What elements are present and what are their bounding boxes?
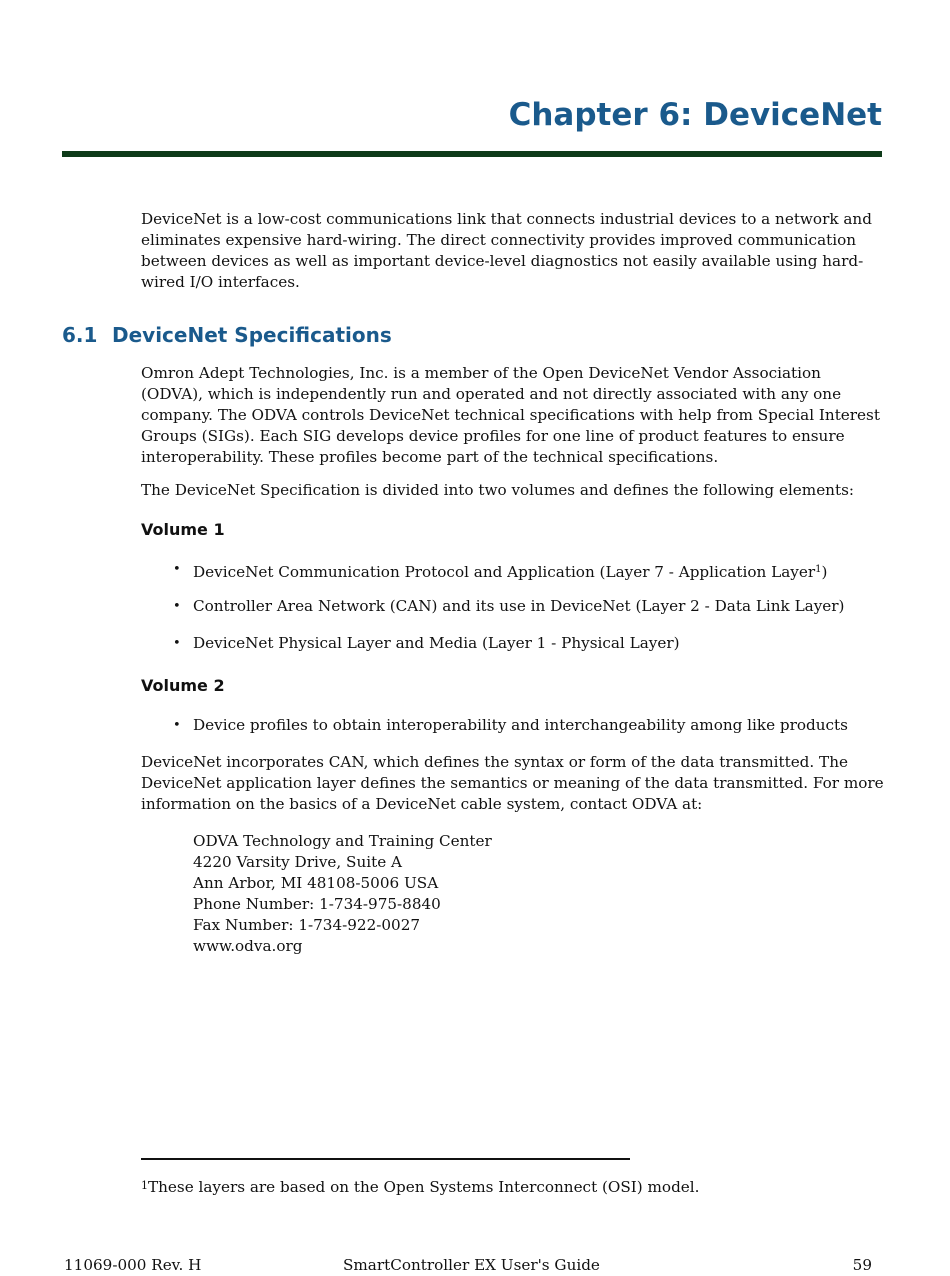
footnote-reference: 1 <box>815 564 822 575</box>
address-line: 4220 Varsity Drive, Suite A <box>193 853 402 871</box>
footnote-number: 1 <box>141 1179 148 1192</box>
odva-address <box>193 831 492 957</box>
can-paragraph: DeviceNet incorporates CAN, which defines the syntax or form of the data transmitted. The DeviceNet application layer defines the semantics or meaning of the data transmitted. For more information on the basics of a DeviceNet cable system, contact ODVA at: <box>141 753 884 813</box>
intro-paragraph: DeviceNet is a low-cost communications link that connects industrial devices to a network and eliminates expensive hard-wiring. The direct connectivity provides improved communication between devices as well as important device-level diagnostics not easily available using hard-wired I/O interfaces. <box>141 210 872 291</box>
chapter-title: Chapter 6: DeviceNet <box>508 97 882 133</box>
list-item-text: Controller Area Network (CAN) and its use in DeviceNet (Layer 2 - Data Link Layer) <box>193 597 845 615</box>
address-line: ODVA Technology and Training Center <box>193 832 492 850</box>
footer-page-number: 59 <box>852 1256 872 1274</box>
volume-2-heading: Volume 2 <box>141 676 225 695</box>
bullet-icon: • <box>173 562 181 577</box>
volume-2-list <box>141 715 886 752</box>
address-line: Fax Number: 1-734-922-0027 <box>193 916 421 934</box>
list-item-text: DeviceNet Communication Protocol and Application (Layer 7 - Application Layer <box>193 563 816 581</box>
list-item <box>141 633 886 670</box>
list-item <box>141 596 886 633</box>
address-line: Phone Number: 1-734-975-8840 <box>193 895 441 913</box>
section-title: DeviceNet Specifications <box>112 323 392 347</box>
footer-guide-title: SmartController EX User's Guide <box>343 1256 600 1274</box>
bullet-icon: • <box>173 599 181 614</box>
list-item-text: Device profiles to obtain interoperability and interchangeability among like products <box>193 716 848 734</box>
bullet-icon: • <box>173 636 181 651</box>
specification-paragraph: The DeviceNet Specification is divided into two volumes and defines the following elements: <box>141 481 854 499</box>
list-item <box>141 715 886 752</box>
address-line: Ann Arbor, MI 48108-5006 USA <box>193 874 439 892</box>
section-heading <box>62 325 392 345</box>
bullet-icon: • <box>173 718 181 733</box>
section-number: 6.1 <box>62 323 98 347</box>
odva-website: www.odva.org <box>193 937 303 955</box>
footnote-text: These layers are based on the Open Systems Interconnect (OSI) model. <box>148 1178 700 1196</box>
odva-paragraph: Omron Adept Technologies, Inc. is a member of the Open DeviceNet Vendor Association (ODVA), which is independently run and operated and not directly associated with any one company. The ODVA controls DeviceNet technical specifications with help from Special Interest Groups (SIGs). Each SIG develops device profiles for one line of product features to ensure interoperability. These profiles become part of the technical specifications. <box>141 364 880 466</box>
list-item <box>141 559 886 596</box>
footnote-divider <box>141 1158 630 1160</box>
footnote <box>141 1175 699 1198</box>
chapter-divider <box>62 151 882 157</box>
list-item-close: ) <box>821 563 828 581</box>
volume-1-heading: Volume 1 <box>141 520 225 539</box>
list-item-text: DeviceNet Physical Layer and Media (Layer 1 - Physical Layer) <box>193 634 680 652</box>
footer-doc-number: 11069-000 Rev. H <box>64 1256 202 1274</box>
volume-1-list <box>141 559 886 670</box>
